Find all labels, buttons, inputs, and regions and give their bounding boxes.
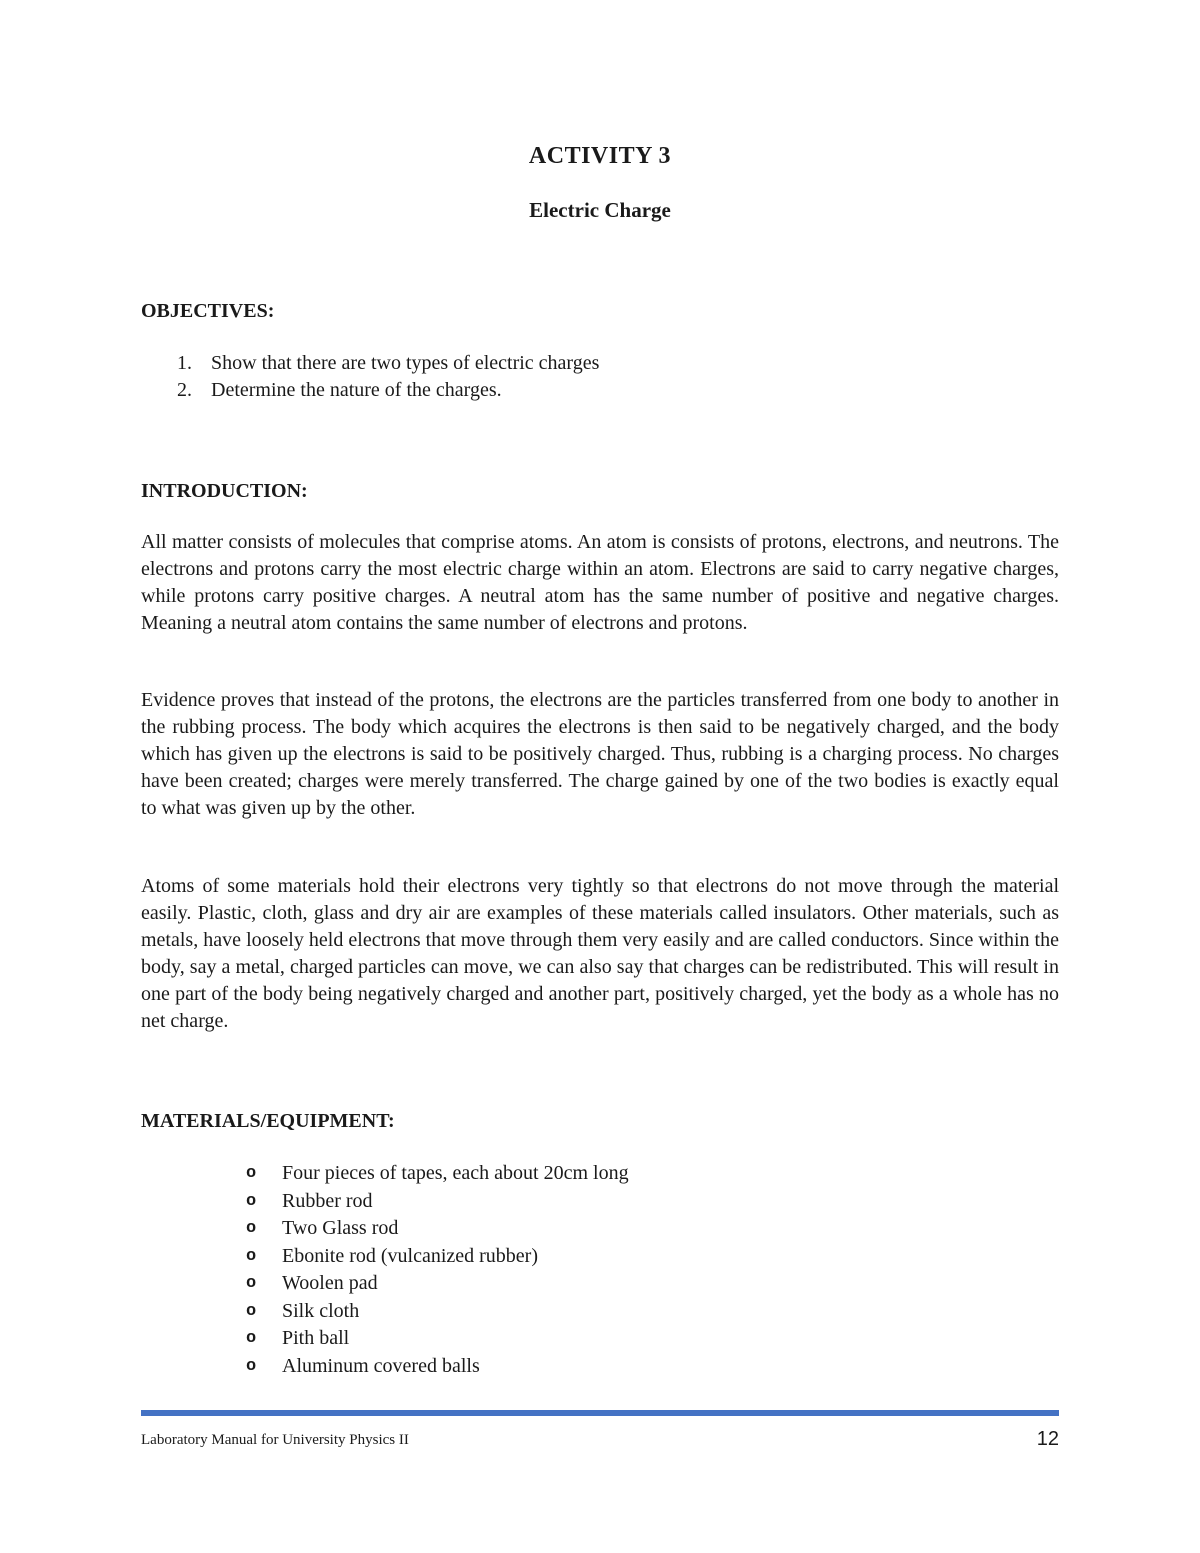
- materials-list: [246, 1160, 629, 1380]
- objective-number: 1.: [177, 352, 192, 374]
- material-item: [246, 1160, 629, 1188]
- bullet-icon: o: [246, 1191, 257, 1211]
- page-number: 12: [1036, 1428, 1059, 1450]
- introduction-heading: INTRODUCTION:: [141, 480, 308, 502]
- material-text: Four pieces of tapes, each about 20cm long: [282, 1162, 629, 1184]
- intro-paragraph-1: All matter consists of molecules that comprise atoms. An atom is consists of protons, electrons, and neutrons. The electrons and protons carry the most electric charge within an atom. Electrons are said to carry negative charges, while protons carry positive charges. A neutral atom has the same number of positive and negative charges. Meaning a neutral atom contains the same number of electrons and protons.: [141, 531, 1059, 634]
- materials-heading: MATERIALS/EQUIPMENT:: [141, 1110, 395, 1132]
- objective-number: 2.: [177, 379, 192, 401]
- material-text: Two Glass rod: [282, 1217, 399, 1239]
- objective-text: Show that there are two types of electric charges: [211, 352, 600, 374]
- objective-item: [141, 350, 599, 377]
- material-item: [246, 1243, 629, 1271]
- bullet-icon: o: [246, 1219, 257, 1238]
- material-text: Woolen pad: [282, 1272, 378, 1294]
- bullet-icon: o: [246, 1356, 257, 1376]
- bullet-icon: o: [246, 1246, 257, 1266]
- intro-paragraph-2: Evidence proves that instead of the protons, the electrons are the particles transferred from one body to another in the rubbing process. The body which acquires the electrons is then said to be negatively charged, and the body which has given up the electrons is said to be positively charged. Thus, rubbing is a charging process. No charges have been created; charges were merely transferred. The charge gained by one of the two bodies is exactly equal to what was given up by the other.: [141, 689, 1059, 819]
- bullet-icon: o: [246, 1329, 257, 1348]
- material-text: Ebonite rod (vulcanized rubber): [282, 1244, 539, 1267]
- material-item: [246, 1353, 629, 1381]
- footer-manual-title: Laboratory Manual for University Physics II: [141, 1432, 409, 1448]
- material-text: Aluminum covered balls: [282, 1354, 480, 1377]
- objectives-list: [141, 350, 599, 404]
- material-text: Rubber rod: [282, 1189, 373, 1212]
- objectives-heading: OBJECTIVES:: [141, 300, 275, 322]
- page-subtitle: Electric Charge: [529, 198, 671, 222]
- objective-item: [141, 377, 599, 404]
- material-item: [246, 1325, 629, 1353]
- material-item: [246, 1270, 629, 1298]
- page-title: ACTIVITY 3: [528, 143, 672, 169]
- material-item: [246, 1188, 629, 1216]
- material-item: [246, 1298, 629, 1326]
- intro-paragraph-3: Atoms of some materials hold their electrons very tightly so that electrons do not move through the material easily. Plastic, cloth, glass and dry air are examples of these materials called insulators. Other materials, such as metals, have loosely held electrons that move through them very easily and are called conductors. Since within the body, say a metal, charged particles can move, we can also say that charges can be redistributed. This will result in one part of the body being negatively charged and another part, positively charged, yet the body as a whole has no net charge.: [141, 875, 1059, 1032]
- material-item: [246, 1215, 629, 1243]
- document-page: [141, 0, 1059, 1553]
- footer-divider: [141, 1410, 1059, 1416]
- material-text: Silk cloth: [282, 1299, 360, 1322]
- material-text: Pith ball: [282, 1327, 350, 1349]
- bullet-icon: o: [246, 1274, 257, 1293]
- bullet-icon: o: [246, 1301, 257, 1321]
- objective-text: Determine the nature of the charges.: [211, 379, 502, 401]
- bullet-icon: o: [246, 1164, 257, 1183]
